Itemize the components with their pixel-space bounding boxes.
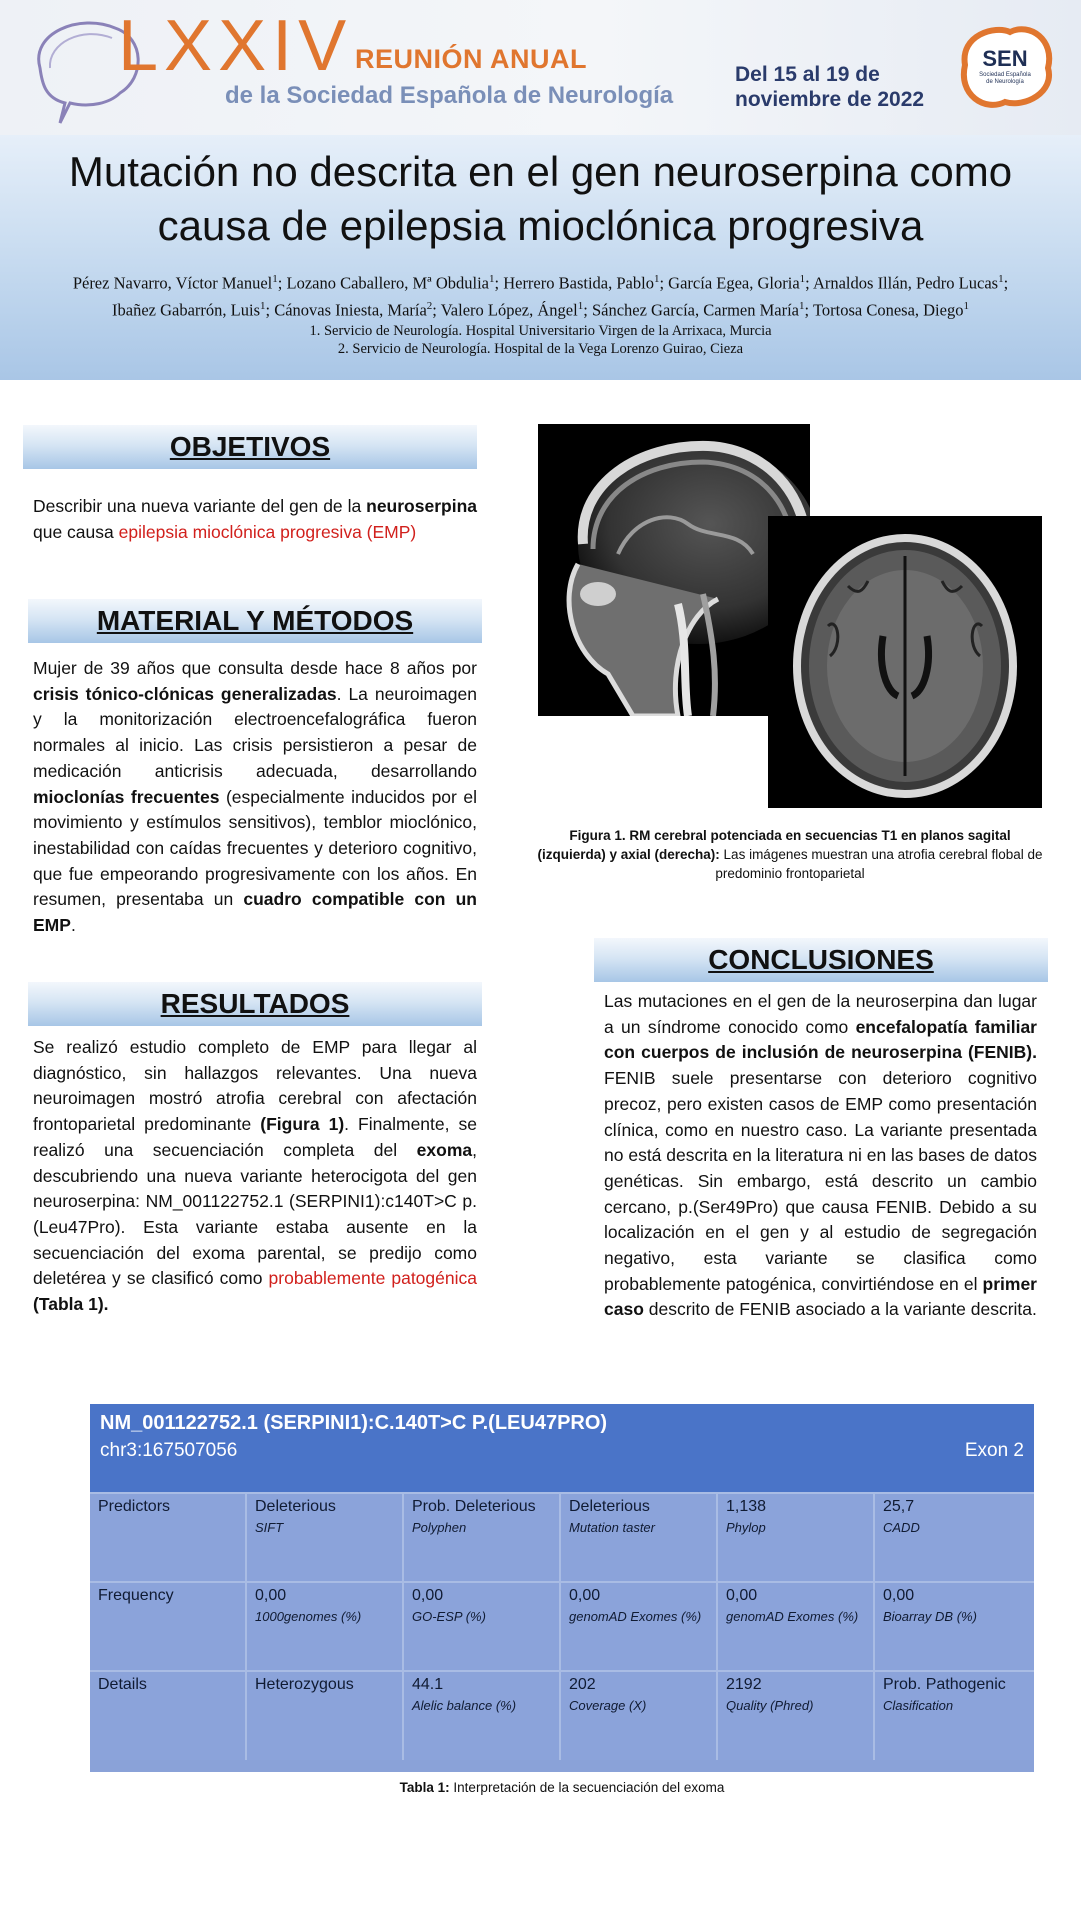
author-separator: ; bbox=[804, 300, 813, 319]
variant-exon: Exon 2 bbox=[964, 1440, 1024, 1461]
variant-table-cell bbox=[245, 1494, 402, 1582]
congress-society: de la Sociedad Española de Neurología bbox=[225, 82, 674, 109]
author-name: Herrero Bastida, Pablo bbox=[503, 273, 654, 293]
variant-table-cell bbox=[873, 1672, 1034, 1760]
cell-source: GO-ESP (%) bbox=[412, 1609, 486, 1624]
author-affiliation-number: 1 bbox=[963, 299, 969, 312]
cell-value: 0,00 bbox=[569, 1587, 601, 1604]
poster-title: Mutación no descrita en el gen neuroserpina como causa de epilepsia mioclónica progresiva bbox=[68, 148, 1013, 249]
author-separator: ; bbox=[659, 273, 669, 293]
variant-table-cell bbox=[716, 1672, 873, 1760]
author-affiliation-number: 1 bbox=[799, 299, 805, 312]
cell-value: 2192 bbox=[726, 1676, 762, 1693]
cell-value: Prob. Deleterious bbox=[412, 1498, 536, 1515]
author-name: Cánovas Iniesta, María bbox=[274, 300, 427, 319]
variant-table-cell bbox=[716, 1494, 873, 1582]
author-list bbox=[8, 268, 1073, 321]
author-separator: ; bbox=[494, 273, 504, 293]
congress-title: REUNIÓN ANUAL bbox=[355, 44, 587, 74]
cell-source: Mutation taster bbox=[569, 1520, 655, 1535]
author-affiliation-number: 1 bbox=[998, 273, 1004, 285]
author-name: Tortosa Conesa, Diego bbox=[812, 300, 964, 319]
variant-table-row bbox=[90, 1670, 1034, 1760]
author-name: Ibañez Gabarrón, Luis bbox=[112, 300, 260, 319]
cell-value: 0,00 bbox=[412, 1587, 444, 1604]
variant-table-row bbox=[90, 1581, 1034, 1671]
cell-value: 44.1 bbox=[412, 1676, 444, 1693]
cell-value: Deleterious bbox=[569, 1498, 650, 1515]
author-separator: ; bbox=[1003, 273, 1009, 293]
cell-source: Bioarray DB (%) bbox=[883, 1609, 977, 1624]
cell-value: 0,00 bbox=[255, 1587, 287, 1604]
metodos-heading: MATERIAL Y MÉTODOS bbox=[28, 599, 482, 643]
resultados-text: Se realizó estudio completo de EMP para llegar al diagnóstico, sin hallazgos relevantes. Una nueva neuroimagen mostró atrofia cerebral con afectación frontoparietal predominante (Figura 1). Finalmente, se realizó una secuenciación completa del exoma, descubriendo una nueva variante heterocigota del gen neuroserpina: NM_001122752.1 (SERPINI1):c140T>C p.(Leu47Pro). Esta variante estaba ausente en la secuenciación del exoma parental, se predijo como deletérea y se clasificó como probablemente patogénica (Tabla 1). bbox=[33, 1037, 478, 1315]
variant-table-cell bbox=[402, 1494, 559, 1582]
variant-table-row bbox=[90, 1492, 1034, 1582]
congress-banner bbox=[0, 0, 1081, 135]
author-affiliation-number: 1 bbox=[577, 299, 584, 312]
cell-value: 0,00 bbox=[726, 1587, 758, 1604]
cell-source: 1000genomes (%) bbox=[255, 1609, 362, 1624]
cell-source: genomAD Exomes (%) bbox=[569, 1609, 702, 1624]
variant-table-cell bbox=[559, 1583, 716, 1671]
figure-caption: Figura 1. RM cerebral potenciada en secuencias T1 en planos sagital (izquierda) y axial (derecha): Las imágenes muestran una atrofia cerebral flobal de predominio frontoparietal bbox=[537, 828, 1043, 881]
author-name: Pérez Navarro, Víctor Manuel bbox=[72, 273, 273, 293]
author-affiliation-number: 1 bbox=[799, 273, 806, 285]
table-caption: Tabla 1: Interpretación de la secuenciación del exoma bbox=[399, 1780, 725, 1795]
author-affiliation-number: 1 bbox=[260, 299, 266, 312]
author-name: García Egea, Gloria bbox=[668, 273, 800, 293]
cell-value: 0,00 bbox=[883, 1587, 915, 1604]
variant-table-cell bbox=[559, 1672, 716, 1760]
variant-table bbox=[90, 1404, 1034, 1772]
objetivos-heading: OBJETIVOS bbox=[23, 425, 477, 469]
mri-axial-icon bbox=[768, 516, 1042, 808]
conclusiones-text: Las mutaciones en el gen de la neuroserpina dan lugar a un síndrome conocido como encefalopatía familiar con cuerpos de inclusión de neuroserpina (FENIB). FENIB suele presentarse con deterioro cognitivo precoz, pero existen casos de EMP como presentación clínica, como en nuestro caso. La variante presentada no está descrita en la literatura ni en las bases de datos genéticas. Sin embargo, está descrito un cambio cercano, p.(Ser49Pro) que causa FENIB. Debido a su localización en el gen y al estudio de segregación negativo, esta variante se clasifica como probablemente patogénica, convirtiéndose en el primer caso descrito de FENIB asociado a la variante descrita. bbox=[604, 991, 1037, 1320]
author-name: Arnaldos Illán, Pedro Lucas bbox=[812, 273, 999, 293]
cell-source: Quality (Phred) bbox=[726, 1698, 814, 1713]
author-name: Lozano Caballero, Mª Obdulia bbox=[286, 273, 489, 293]
author-affiliation-number: 1 bbox=[488, 273, 495, 285]
variant-table-cell bbox=[873, 1494, 1034, 1582]
variant-table-cell bbox=[245, 1583, 402, 1671]
affiliations: 1. Servicio de Neurología. Hospital Universitario Virgen de la Arrixaca, Murcia 2. Servicio de Neurología. Hospital de la Vega Lorenzo Guirao, Cieza bbox=[309, 323, 772, 357]
variant-row-label: Frequency bbox=[98, 1587, 174, 1604]
author-separator: ; bbox=[277, 273, 287, 293]
sen-logo: SEN Sociedad Española de Neurología bbox=[950, 20, 1060, 110]
author-separator: ; bbox=[432, 300, 441, 319]
variant-row-label: Predictors bbox=[98, 1498, 171, 1515]
cell-value: 25,7 bbox=[883, 1498, 915, 1515]
variant-table-cell bbox=[402, 1672, 559, 1760]
conclusiones-heading: CONCLUSIONES bbox=[594, 938, 1048, 982]
author-name: Sánchez García, Carmen María bbox=[591, 300, 800, 319]
author-affiliation-number: 1 bbox=[272, 273, 278, 285]
cell-source: Phylop bbox=[726, 1520, 766, 1535]
author-separator: ; bbox=[583, 300, 592, 319]
author-name: Valero López, Ángel bbox=[440, 300, 578, 319]
author-separator: ; bbox=[805, 273, 813, 293]
variant-table-cell bbox=[559, 1494, 716, 1582]
variant-table-cell bbox=[873, 1583, 1034, 1671]
cell-source: Coverage (X) bbox=[569, 1698, 647, 1713]
cell-source: Polyphen bbox=[412, 1520, 467, 1535]
cell-source: Alelic balance (%) bbox=[412, 1698, 517, 1713]
congress-number: LXXIV bbox=[118, 6, 353, 86]
variant-table-cell bbox=[245, 1672, 402, 1760]
metodos-text: Mujer de 39 años que consulta desde hace 8 años por crisis tónico-clónicas generalizadas. La neuroimagen y la monitorización electroencefalográfica fueron normales al inicio. Las crisis persistieron a pesar de medicación anticrisis adecuada, desarrollando mioclonías frecuentes (especialmente inducidos por el movimiento y estímulos sensitivos), temblor mioclónico, inestabilidad con caídas frecuentes y deterioro cognitivo, que fue empeorando progresivamente con los años. En resumen, presentaba un cuadro compatible con un EMP. bbox=[33, 658, 477, 936]
variant-table-cell bbox=[716, 1583, 873, 1671]
cell-value: Prob. Pathogenic bbox=[883, 1676, 1006, 1693]
cell-value: 1,138 bbox=[726, 1498, 767, 1515]
author-affiliation-number: 2 bbox=[426, 299, 433, 312]
cell-source: SIFT bbox=[255, 1520, 284, 1535]
variant-title: NM_001122752.1 (SERPINI1):C.140T>C P.(LEU47PRO) bbox=[100, 1412, 608, 1434]
author-affiliation-number: 1 bbox=[653, 273, 660, 285]
variant-table-header bbox=[90, 1404, 1034, 1492]
cell-value: 202 bbox=[569, 1676, 596, 1693]
resultados-heading: RESULTADOS bbox=[28, 982, 482, 1026]
cell-source: Clasification bbox=[883, 1698, 954, 1713]
cell-source: genomAD Exomes (%) bbox=[726, 1609, 859, 1624]
author-separator: ; bbox=[265, 300, 275, 319]
cell-value: Deleterious bbox=[255, 1498, 336, 1515]
congress-dates: Del 15 al 19 de noviembre de 2022 bbox=[735, 63, 925, 111]
cell-source: CADD bbox=[883, 1520, 920, 1535]
variant-table-cell bbox=[402, 1583, 559, 1671]
mri-axial-image bbox=[768, 516, 1042, 808]
objetivos-text: Describir una nueva variante del gen de la neuroserpina que causa epilepsia mioclónica progresiva (EMP) bbox=[33, 496, 477, 542]
variant-row-label: Details bbox=[98, 1676, 147, 1693]
variant-locus: chr3:167507056 bbox=[100, 1440, 238, 1461]
cell-value: Heterozygous bbox=[255, 1676, 354, 1693]
